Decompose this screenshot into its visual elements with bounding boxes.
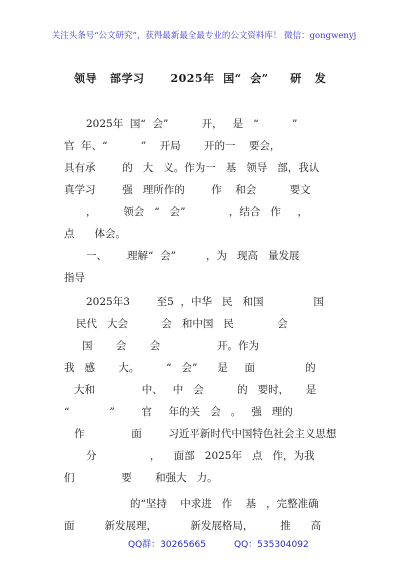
paragraph-line: ， 领会 “ 会” ，结合 作 ， bbox=[86, 206, 309, 218]
paragraph-line: 真学习 强 理所作的 作 和会 要文 bbox=[64, 184, 311, 196]
paragraph-line: 的“坚持 中求进 作 基 ，完整准确 bbox=[130, 498, 319, 510]
page-header-banner: 关注头条号“公文研究”，获得最新最全最专业的公文资料库！ 微信：gongwenyj bbox=[51, 31, 357, 41]
paragraph-line: 大和 中、 中 会 的 要时， 是 bbox=[74, 384, 317, 396]
paragraph-line: 民代 大会 会 和中国 民 会 bbox=[76, 318, 288, 330]
paragraph-line: 2025年3 至5 ，中华 民 和国 国 bbox=[86, 296, 325, 308]
paragraph-line: 分 ， 面部 2025年 点 作，为我 bbox=[86, 450, 315, 462]
paragraph-line: 点 体会。 bbox=[64, 228, 127, 240]
paragraph-line: 作 面 习近平新时代中国特色社会主义思想 bbox=[74, 428, 337, 440]
qq-group-label: QQ群：30265665 bbox=[128, 540, 206, 550]
paragraph-line: “ ” 官 年的关 会 。 强 理的 bbox=[64, 406, 293, 418]
paragraph-line: 面 新发展理， 新发展格局， 推 高 bbox=[64, 520, 322, 532]
document-title: 领导 部学习 2025年 国“ 会” 研 发 bbox=[74, 72, 327, 85]
page-footer bbox=[128, 537, 337, 550]
section-heading: 一、 理解“ 会” ，为 现高 量发展 bbox=[86, 250, 300, 262]
paragraph-line: 2025年 国“ 会” 开， 是 “ ” bbox=[86, 118, 298, 130]
paragraph-line: 具有承 的 大 义。作为一 基 领导 部，我认 bbox=[64, 162, 320, 174]
paragraph-line: 国 会 会 开。作为 bbox=[82, 340, 259, 352]
paragraph-line: 们 要 和强大 力。 bbox=[64, 472, 218, 484]
qq-contact-label: QQ：535304092 bbox=[233, 540, 309, 550]
paragraph-line: 官 年、“ ” 开局 开的一 要会， bbox=[64, 140, 281, 152]
paragraph-line: 我 感 大。 “ 会” 是 面 的 bbox=[64, 362, 316, 374]
paragraph-line: 指导 bbox=[64, 272, 85, 284]
